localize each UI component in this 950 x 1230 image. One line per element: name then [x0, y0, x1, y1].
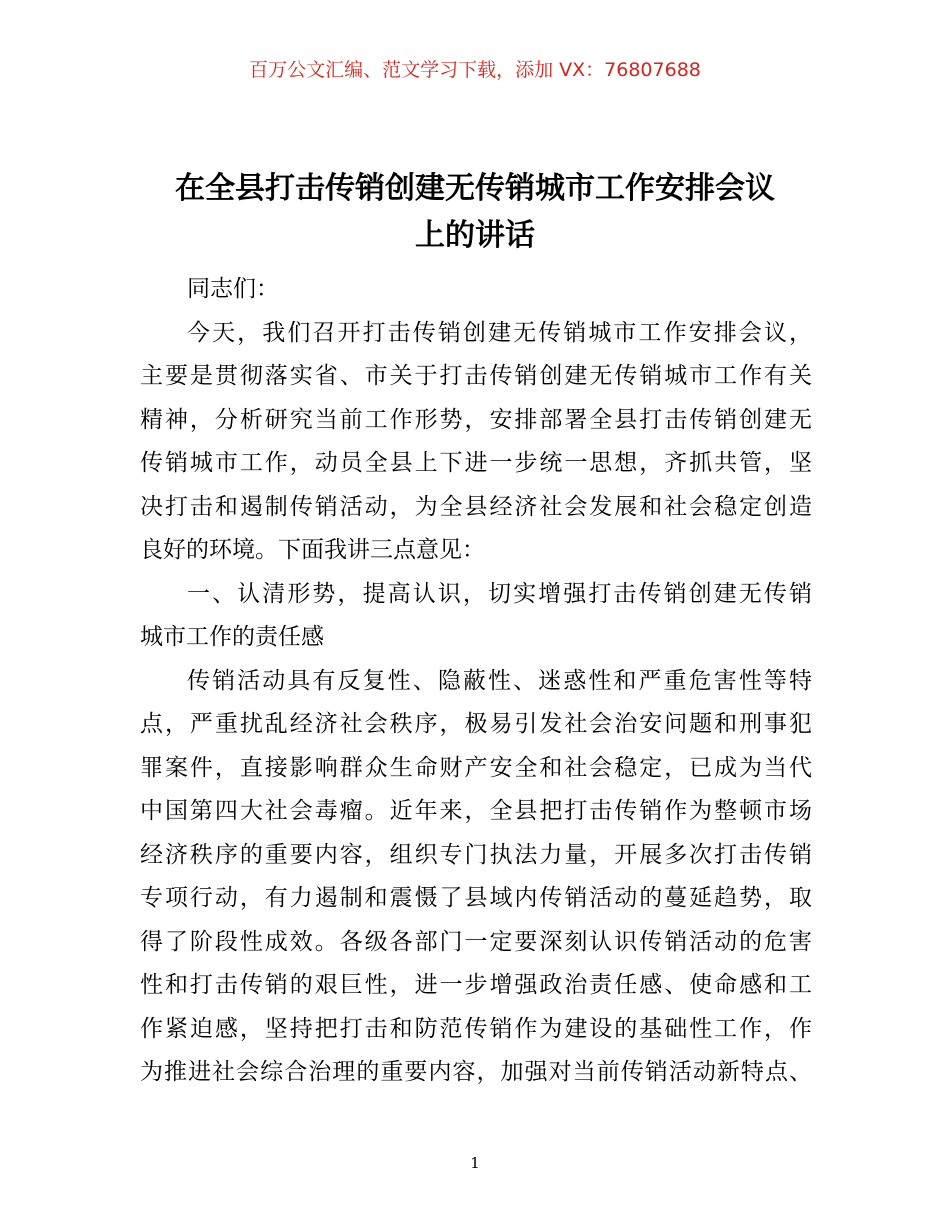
- paragraph-section-1: [140, 660, 812, 1095]
- text-line: 今天，我们召开打击传销创建无传销城市工作安排会议，: [187, 319, 812, 346]
- document-body: [140, 268, 812, 1095]
- watermark-header: 百万公文汇编、范文学习下载，添加 VX：76807688: [249, 59, 701, 81]
- title-line: 在全县打击传销创建无传销城市工作安排会议: [175, 171, 775, 206]
- text-line: 作紧迫感，坚持把打击和防范传销作为建设的基础性工作，作: [140, 1015, 812, 1042]
- text-line: 良好的环境。下面我讲三点意见：: [140, 537, 485, 563]
- text-line: 专项行动，有力遏制和震慑了县域内传销活动的蔓延趋势，取: [140, 885, 812, 911]
- document-title: [140, 165, 810, 259]
- section-heading-1: [140, 573, 812, 660]
- heading-line: 城市工作的责任感: [140, 624, 324, 650]
- text-line: 性和打击传销的艰巨性，进一步增强政治责任感、使命感和工: [140, 972, 812, 998]
- salutation: 同志们：: [187, 276, 279, 302]
- text-line: 罪案件，直接影响群众生命财产安全和社会稳定，已成为当代: [140, 754, 812, 781]
- text-line: 经济秩序的重要内容，组织专门执法力量，开展多次打击传销: [140, 841, 812, 868]
- heading-line: 一、认清形势，提高认识，切实增强打击传销创建无传销: [187, 580, 812, 607]
- text-line: 传销城市工作，动员全县上下进一步统一思想，齐抓共管，坚: [140, 450, 812, 476]
- text-line: 为推进社会综合治理的重要内容，加强对当前传销活动新特点、: [140, 1059, 812, 1085]
- text-line: 传销活动具有反复性、隐蔽性、迷惑性和严重危害性等特: [187, 667, 812, 694]
- text-line: 精神，分析研究当前工作形势，安排部署全县打击传销创建无: [140, 406, 812, 433]
- text-line: 主要是贯彻落实省、市关于打击传销创建无传销城市工作有关: [140, 363, 812, 389]
- text-line: 中国第四大社会毒瘤。近年来，全县把打击传销作为整顿市场: [140, 798, 812, 824]
- page-number: 1: [470, 1154, 480, 1172]
- paragraph-intro: [140, 312, 812, 573]
- title-line: 上的讲话: [415, 218, 535, 253]
- text-line: 决打击和遏制传销活动，为全县经济社会发展和社会稳定创造: [140, 493, 812, 520]
- text-line: 得了阶段性成效。各级各部门一定要深刻认识传销活动的危害: [140, 928, 812, 955]
- text-line: 点，严重扰乱经济社会秩序，极易引发社会治安问题和刑事犯: [140, 711, 812, 737]
